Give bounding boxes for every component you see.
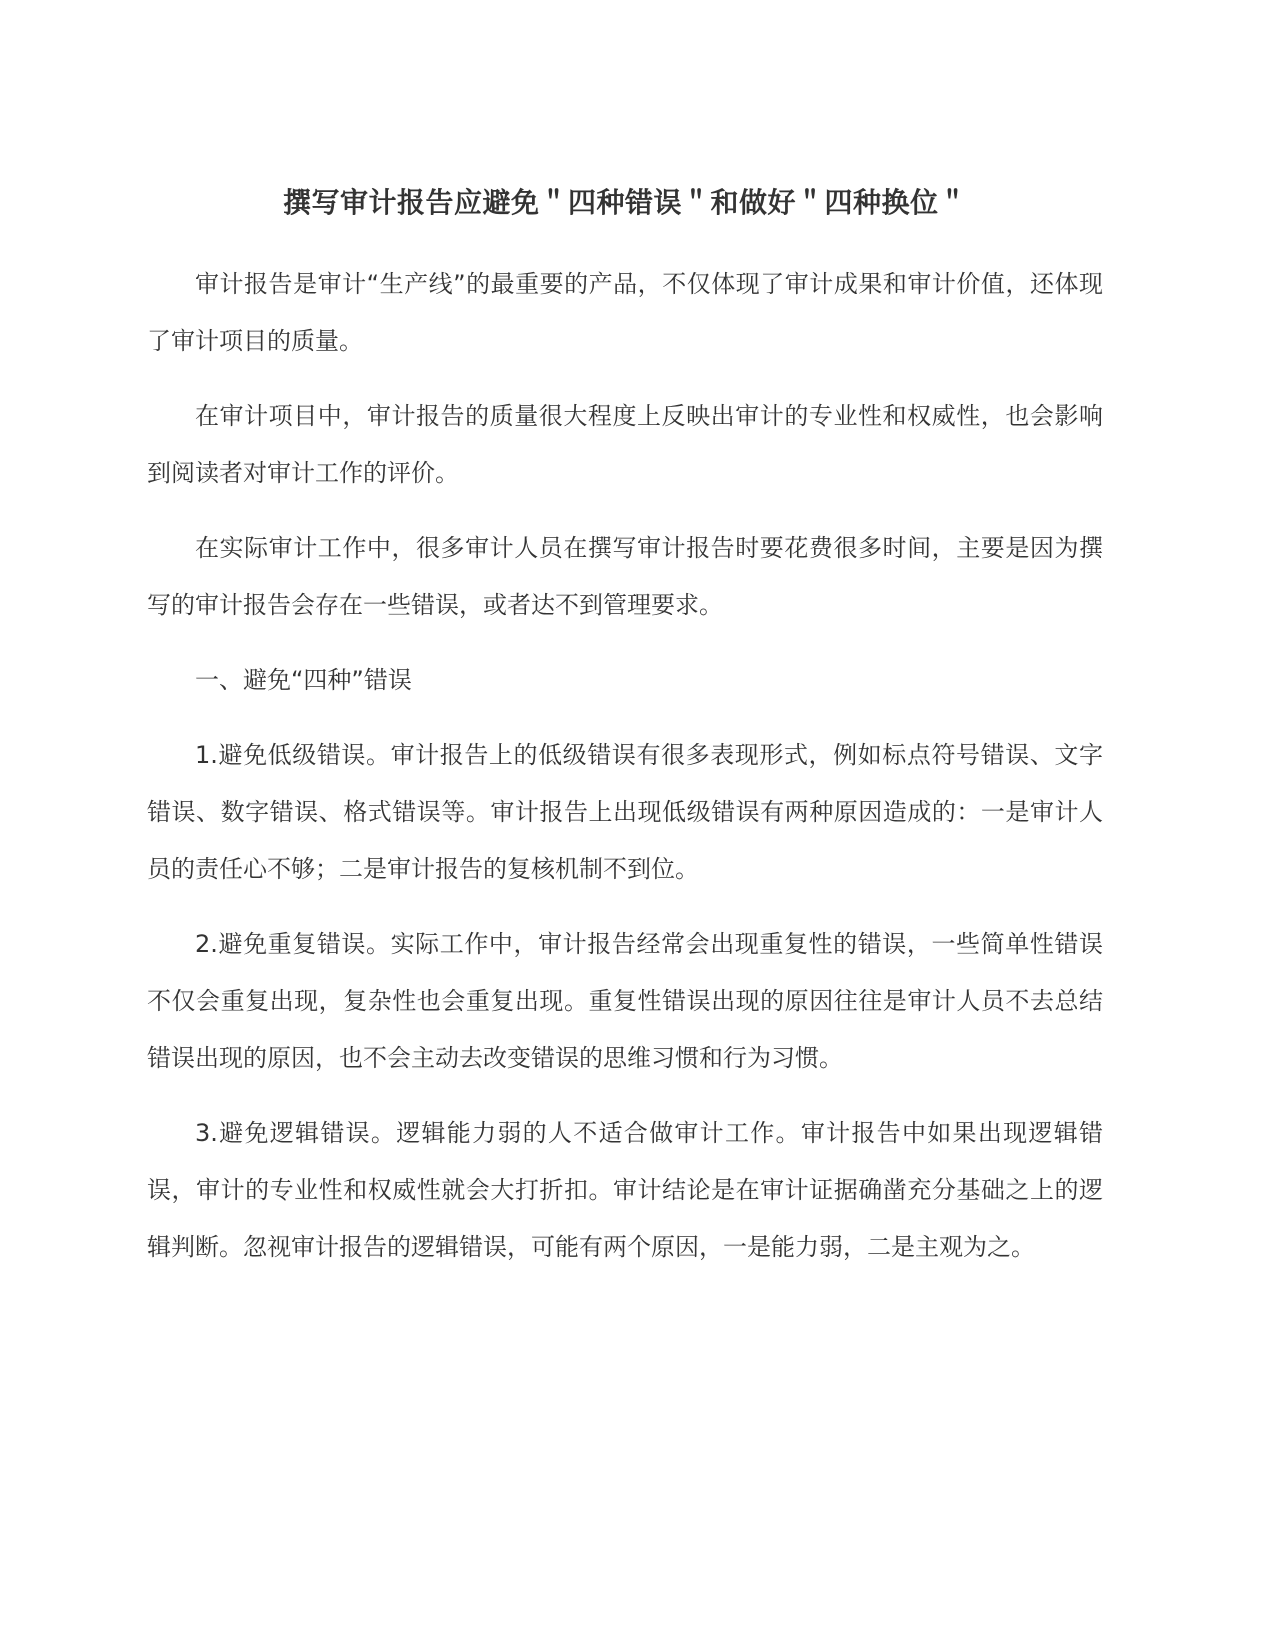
paragraph-low-level-errors: 1.避免低级错误。审计报告上的低级错误有很多表现形式，例如标点符号错误、文字错误、数字错误、格式错误等。审计报告上出现低级错误有两种原因造成的：一是审计人员的责任心不够；二是审计报告的复核机制不到位。 [147, 741, 1103, 883]
paragraph-logic-errors: 3.避免逻辑错误。逻辑能力弱的人不适合做审计工作。审计报告中如果出现逻辑错误，审计的专业性和权威性就会大打折扣。审计结论是在审计证据确凿充分基础之上的逻辑判断。忽视审计报告的逻辑错误，可能有两个原因，一是能力弱，二是主观为之。 [147, 1119, 1103, 1261]
section-heading-avoid-errors: 一、避免“四种”错误 [195, 666, 412, 694]
paragraph-intro: 审计报告是审计“生产线”的最重要的产品，不仅体现了审计成果和审计价值，还体现了审计项目的质量。 [147, 270, 1103, 355]
document-title: 撰写审计报告应避免＂四种错误＂和做好＂四种换位＂ [282, 186, 967, 219]
paragraph-repeated-errors: 2.避免重复错误。实际工作中，审计报告经常会出现重复性的错误，一些简单性错误不仅会重复出现，复杂性也会重复出现。重复性错误出现的原因往往是审计人员不去总结错误出现的原因，也不会主动去改变错误的思维习惯和行为习惯。 [147, 930, 1103, 1072]
document-body [147, 183, 1103, 1294]
paragraph-practice: 在实际审计工作中，很多审计人员在撰写审计报告时要花费很多时间，主要是因为撰写的审计报告会存在一些错误，或者达不到管理要求。 [147, 534, 1103, 619]
paragraph-quality: 在审计项目中，审计报告的质量很大程度上反映出审计的专业性和权威性，也会影响到阅读者对审计工作的评价。 [147, 402, 1103, 487]
